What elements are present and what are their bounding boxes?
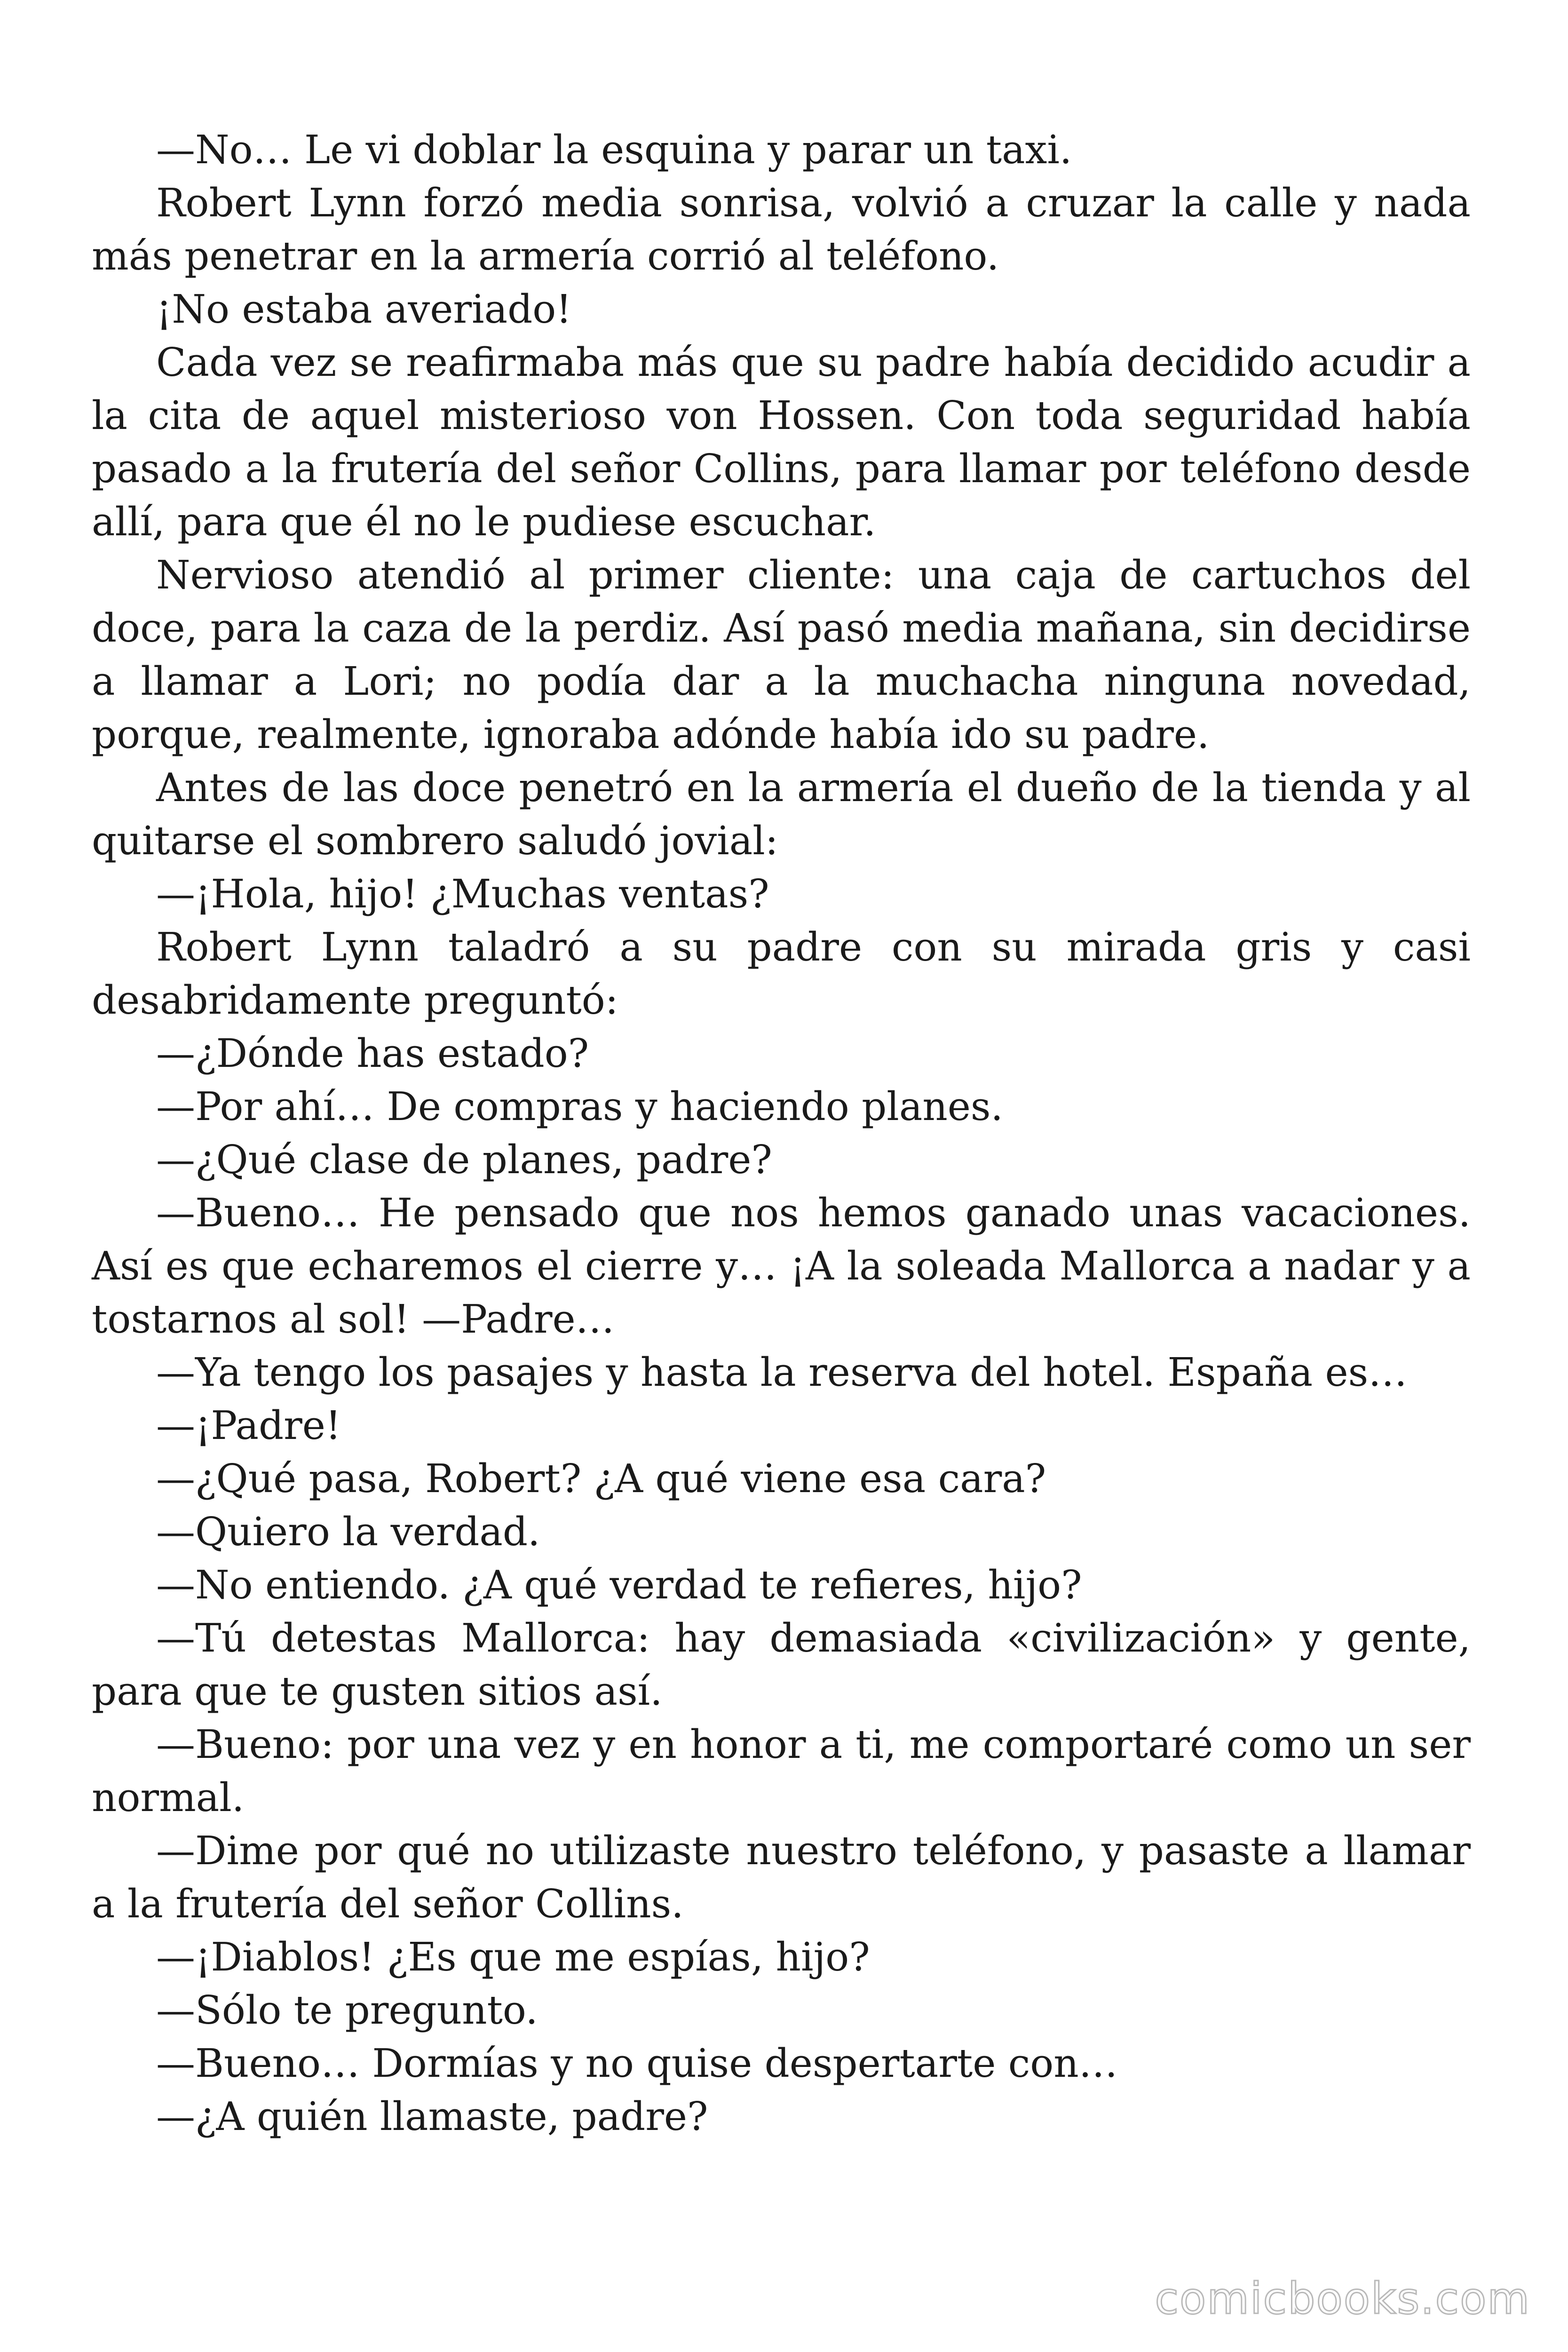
paragraph: —Bueno… He pensado que nos hemos ganado unas vacaciones. Así es que echaremos el cierre y… ¡A la soleada Mallorca a nadar y a tostarnos al sol! —Padre…: [92, 1190, 1471, 1342]
paragraph: —¿Dónde has estado?: [156, 1031, 589, 1076]
paragraph: Robert Lynn forzó media sonrisa, volvió a cruzar la calle y nada más penetrar en la armería corrió al teléfono.: [92, 180, 1471, 279]
paragraph: —¡Padre!: [156, 1403, 341, 1448]
paragraph: —¡Hola, hijo! ¿Muchas ventas?: [156, 871, 769, 917]
paragraph: —Ya tengo los pasajes y hasta la reserva del hotel. España es…: [156, 1350, 1408, 1395]
paragraph: Cada vez se reafirmaba más que su padre había decidido acudir a la cita de aquel misterioso von Hossen. Con toda seguridad había pasado a la frutería del señor Collins, para llamar por teléfono desde allí, para que él no le pudiese escuchar.: [92, 340, 1471, 545]
paragraph: —No… Le vi doblar la esquina y parar un taxi.: [156, 127, 1072, 173]
paragraph: —Dime por qué no utilizaste nuestro teléfono, y pasaste a llamar a la frutería del señor Collins.: [92, 1828, 1471, 1927]
paragraph: —No entiendo. ¿A qué verdad te refieres, hijo?: [156, 1562, 1082, 1608]
paragraph: —Tú detestas Mallorca: hay demasiada «civilización» y gente, para que te gusten sitios así.: [92, 1615, 1471, 1714]
paragraph: —Bueno… Dormías y no quise despertarte con…: [156, 2041, 1118, 2086]
paragraph: Robert Lynn taladró a su padre con su mirada gris y casi desabridamente preguntó:: [92, 924, 1471, 1023]
book-page-text: [92, 123, 1471, 2143]
watermark: comicbooks.com: [1155, 2273, 1530, 2324]
paragraph: —¿A quién llamaste, padre?: [156, 2094, 708, 2139]
paragraph: Nervioso atendió al primer cliente: una caja de cartuchos del doce, para la caza de la perdiz. Así pasó media mañana, sin decidirse a llamar a Lori; no podía dar a la muchacha ninguna novedad, porque, realmente, ignoraba adónde había ido su padre.: [92, 552, 1471, 757]
paragraph: —Bueno: por una vez y en honor a ti, me comportaré como un ser normal.: [92, 1722, 1471, 1820]
paragraph: —¿Qué clase de planes, padre?: [156, 1137, 772, 1183]
paragraph: —Por ahí… De compras y haciendo planes.: [156, 1084, 1003, 1129]
paragraph: ¡No estaba averiado!: [156, 286, 572, 332]
paragraph: Antes de las doce penetró en la armería el dueño de la tienda y al quitarse el sombrero saludó jovial:: [92, 765, 1471, 864]
paragraph: —Quiero la verdad.: [156, 1509, 540, 1555]
paragraph: —¿Qué pasa, Robert? ¿A qué viene esa cara?: [156, 1456, 1046, 1502]
paragraph: —¡Diablos! ¿Es que me espías, hijo?: [156, 1934, 870, 1980]
paragraph: —Sólo te pregunto.: [156, 1987, 538, 2033]
